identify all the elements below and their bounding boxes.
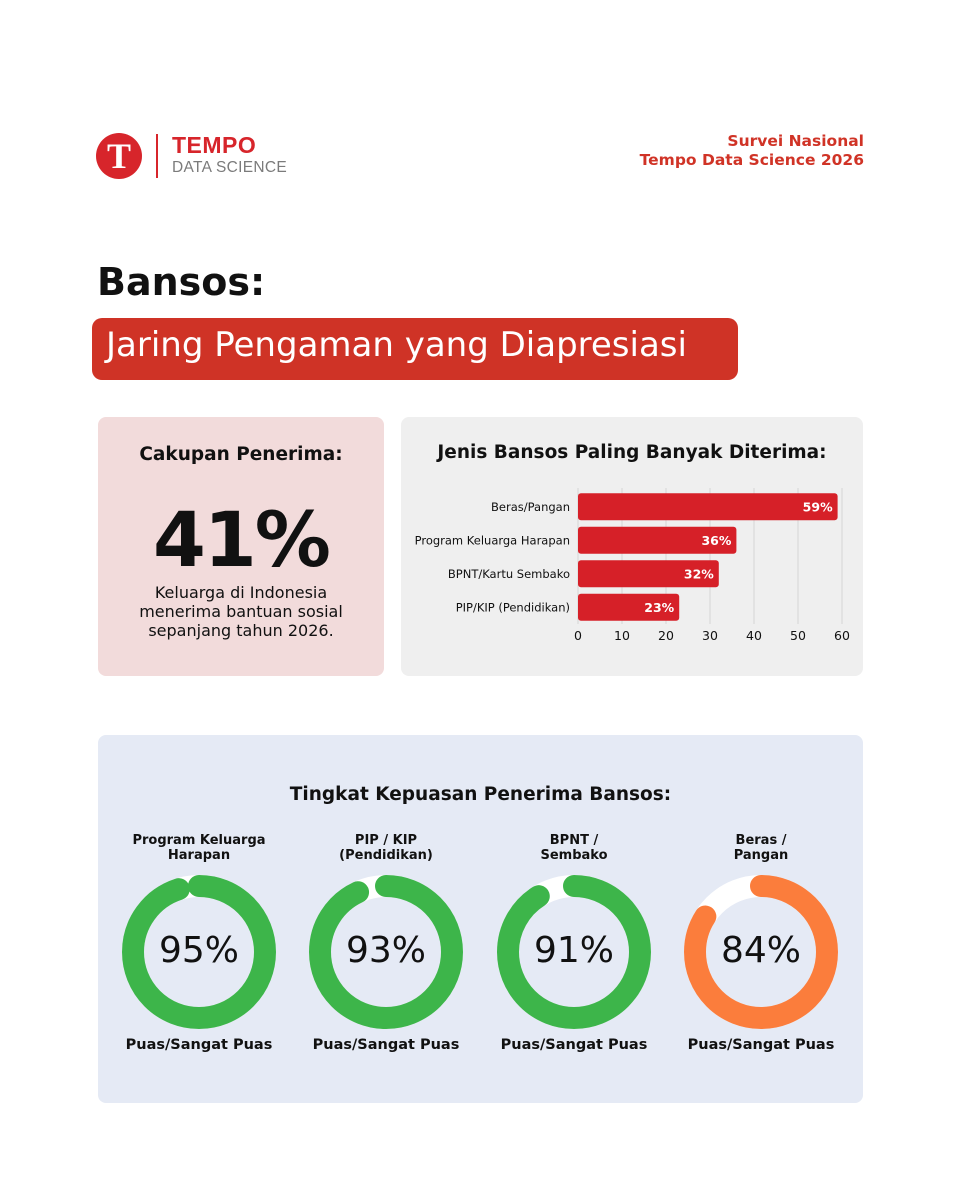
bar-value-label: 32% <box>683 566 714 582</box>
coverage-card <box>98 417 384 676</box>
gauge-value: 91% <box>533 930 614 971</box>
gauge-label <box>676 833 846 869</box>
page-title: Bansos: <box>97 260 266 304</box>
bar-value-label: 59% <box>802 499 833 515</box>
subtitle-text: Jaring Pengaman yang Diapresiasi <box>106 325 687 365</box>
coverage-description: Keluarga di Indonesia menerima bantuan sosial sepanjang tahun 2026. <box>139 583 343 640</box>
bar <box>578 493 838 520</box>
category-label: Beras/Pangan <box>491 499 570 514</box>
gauge-label-line: PIP / KIP <box>354 833 418 848</box>
satisfaction-gauge <box>676 833 846 1063</box>
bar-chart-card <box>401 417 863 676</box>
bar-chart-title: Jenis Bansos Paling Banyak Diterima: <box>437 442 827 463</box>
x-tick-label: 30 <box>702 628 718 643</box>
subtitle-banner <box>92 318 738 380</box>
gauge-label-line: Harapan <box>167 848 231 863</box>
x-tick-label: 40 <box>746 628 762 643</box>
bar-value-label: 36% <box>701 532 732 548</box>
x-tick-label: 50 <box>790 628 806 643</box>
gauge-caption: Puas/Sangat Puas <box>500 1037 648 1053</box>
gauge-label-line: (Pendidikan) <box>339 848 433 863</box>
gauge-label-line: Pangan <box>733 848 789 863</box>
satisfaction-card <box>98 735 863 1103</box>
satisfaction-gauge <box>114 833 284 1063</box>
logo-divider <box>156 134 158 178</box>
category-label: BPNT/Kartu Sembako <box>447 566 570 581</box>
gauge-label-line: Beras / <box>735 833 787 848</box>
coverage-value: 41% <box>153 495 329 584</box>
gauge-label <box>489 833 659 869</box>
coverage-label: Cakupan Penerima: <box>139 444 343 465</box>
tempo-logo: T <box>96 133 142 179</box>
header <box>96 130 864 180</box>
gauge-caption: Puas/Sangat Puas <box>125 1037 273 1053</box>
x-tick-label: 0 <box>574 628 582 643</box>
gauge-label <box>114 833 284 869</box>
category-label: PIP/KIP (Pendidikan) <box>455 600 570 615</box>
gauge-label-line: Program Keluarga <box>132 833 266 848</box>
x-tick-label: 10 <box>614 628 630 643</box>
satisfaction-gauge <box>489 833 659 1063</box>
satisfaction-title: Tingkat Kepuasan Penerima Bansos: <box>289 784 672 805</box>
brand-name: TEMPO <box>172 132 257 158</box>
x-tick-label: 60 <box>834 628 850 643</box>
brand-subtitle: DATA SCIENCE <box>172 159 287 176</box>
survey-line-2: Tempo Data Science 2026 <box>639 151 864 169</box>
gauge-value: 95% <box>158 930 239 971</box>
gauge-label <box>301 833 471 869</box>
gauge-value: 84% <box>720 930 801 971</box>
bar-chart <box>401 417 863 676</box>
x-tick-label: 20 <box>658 628 674 643</box>
gauge-caption: Puas/Sangat Puas <box>687 1037 835 1053</box>
satisfaction-gauge <box>301 833 471 1063</box>
survey-line-1: Survei Nasional <box>727 132 864 150</box>
gauge-label-line: Sembako <box>540 848 608 863</box>
gauge-caption: Puas/Sangat Puas <box>312 1037 460 1053</box>
bar-value-label: 23% <box>644 599 675 615</box>
category-label: Program Keluarga Harapan <box>414 533 570 548</box>
survey-label <box>564 132 864 170</box>
gauge-label-line: BPNT / <box>549 833 599 848</box>
gauge-value: 93% <box>345 930 426 971</box>
